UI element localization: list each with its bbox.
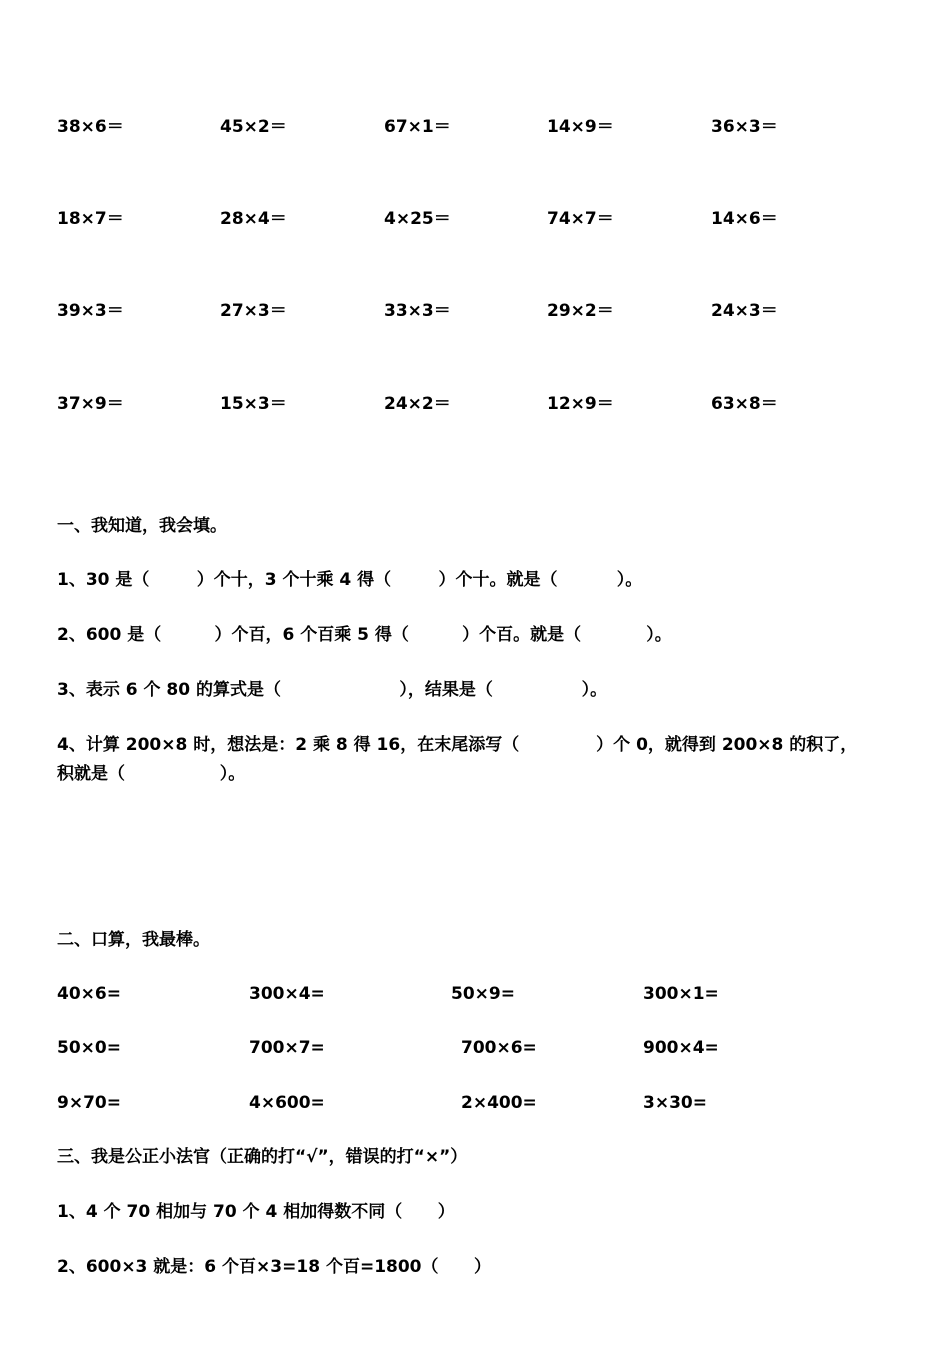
fill-question: 2、600 是（ ）个百，6 个百乘 5 得（ ）个百。就是（ ）。 — [57, 625, 672, 645]
grid-problem: 45×2＝ — [220, 117, 287, 137]
mental-math-problem: 300×4= — [249, 984, 325, 1004]
fill-question: 1、30 是（ ）个十，3 个十乘 4 得（ ）个十。就是（ ）。 — [57, 570, 643, 590]
grid-problem: 18×7＝ — [57, 209, 124, 229]
grid-problem: 27×3＝ — [220, 301, 287, 321]
judge-question: 2、600×3 就是：6 个百×3=18 个百=1800（ ） — [57, 1257, 492, 1277]
section-heading: 一、我知道，我会填。 — [57, 516, 227, 536]
mental-math-problem: 900×4= — [643, 1038, 719, 1058]
grid-problem: 12×9＝ — [547, 394, 614, 414]
mental-math-problem: 50×0= — [57, 1038, 121, 1058]
fill-question: 3、表示 6 个 80 的算式是（ ），结果是（ ）。 — [57, 680, 608, 700]
grid-problem: 33×3＝ — [384, 301, 451, 321]
grid-problem: 29×2＝ — [547, 301, 614, 321]
grid-problem: 28×4＝ — [220, 209, 287, 229]
grid-problem: 67×1＝ — [384, 117, 451, 137]
grid-problem: 36×3＝ — [711, 117, 778, 137]
grid-problem: 4×25＝ — [384, 209, 451, 229]
grid-problem: 38×6＝ — [57, 117, 124, 137]
mental-math-problem: 9×70= — [57, 1093, 121, 1113]
mental-math-problem: 300×1= — [643, 984, 719, 1004]
grid-problem: 74×7＝ — [547, 209, 614, 229]
grid-problem: 14×9＝ — [547, 117, 614, 137]
mental-math-problem: 3×30= — [643, 1093, 707, 1113]
mental-math-problem: 50×9= — [451, 984, 515, 1004]
mental-math-problem: 40×6= — [57, 984, 121, 1004]
mental-math-problem: 2×400= — [461, 1093, 537, 1113]
grid-problem: 24×3＝ — [711, 301, 778, 321]
fill-question: 4、计算 200×8 时，想法是：2 乘 8 得 16，在末尾添写（ ）个 0，就得到 200×8 的积了， — [57, 735, 858, 755]
grid-problem: 15×3＝ — [220, 394, 287, 414]
grid-problem: 39×3＝ — [57, 301, 124, 321]
fill-question-continued: 积就是（ ）。 — [57, 764, 246, 784]
mental-math-problem: 700×6= — [461, 1038, 537, 1058]
grid-problem: 14×6＝ — [711, 209, 778, 229]
section-heading: 二、口算，我最棒。 — [57, 930, 210, 950]
judge-question: 1、4 个 70 相加与 70 个 4 相加得数不同（ ） — [57, 1202, 455, 1222]
mental-math-problem: 4×600= — [249, 1093, 325, 1113]
grid-problem: 24×2＝ — [384, 394, 451, 414]
grid-problem: 63×8＝ — [711, 394, 778, 414]
section-heading: 三、我是公正小法官（正确的打“√”，错误的打“×”） — [57, 1147, 468, 1167]
grid-problem: 37×9＝ — [57, 394, 124, 414]
mental-math-problem: 700×7= — [249, 1038, 325, 1058]
